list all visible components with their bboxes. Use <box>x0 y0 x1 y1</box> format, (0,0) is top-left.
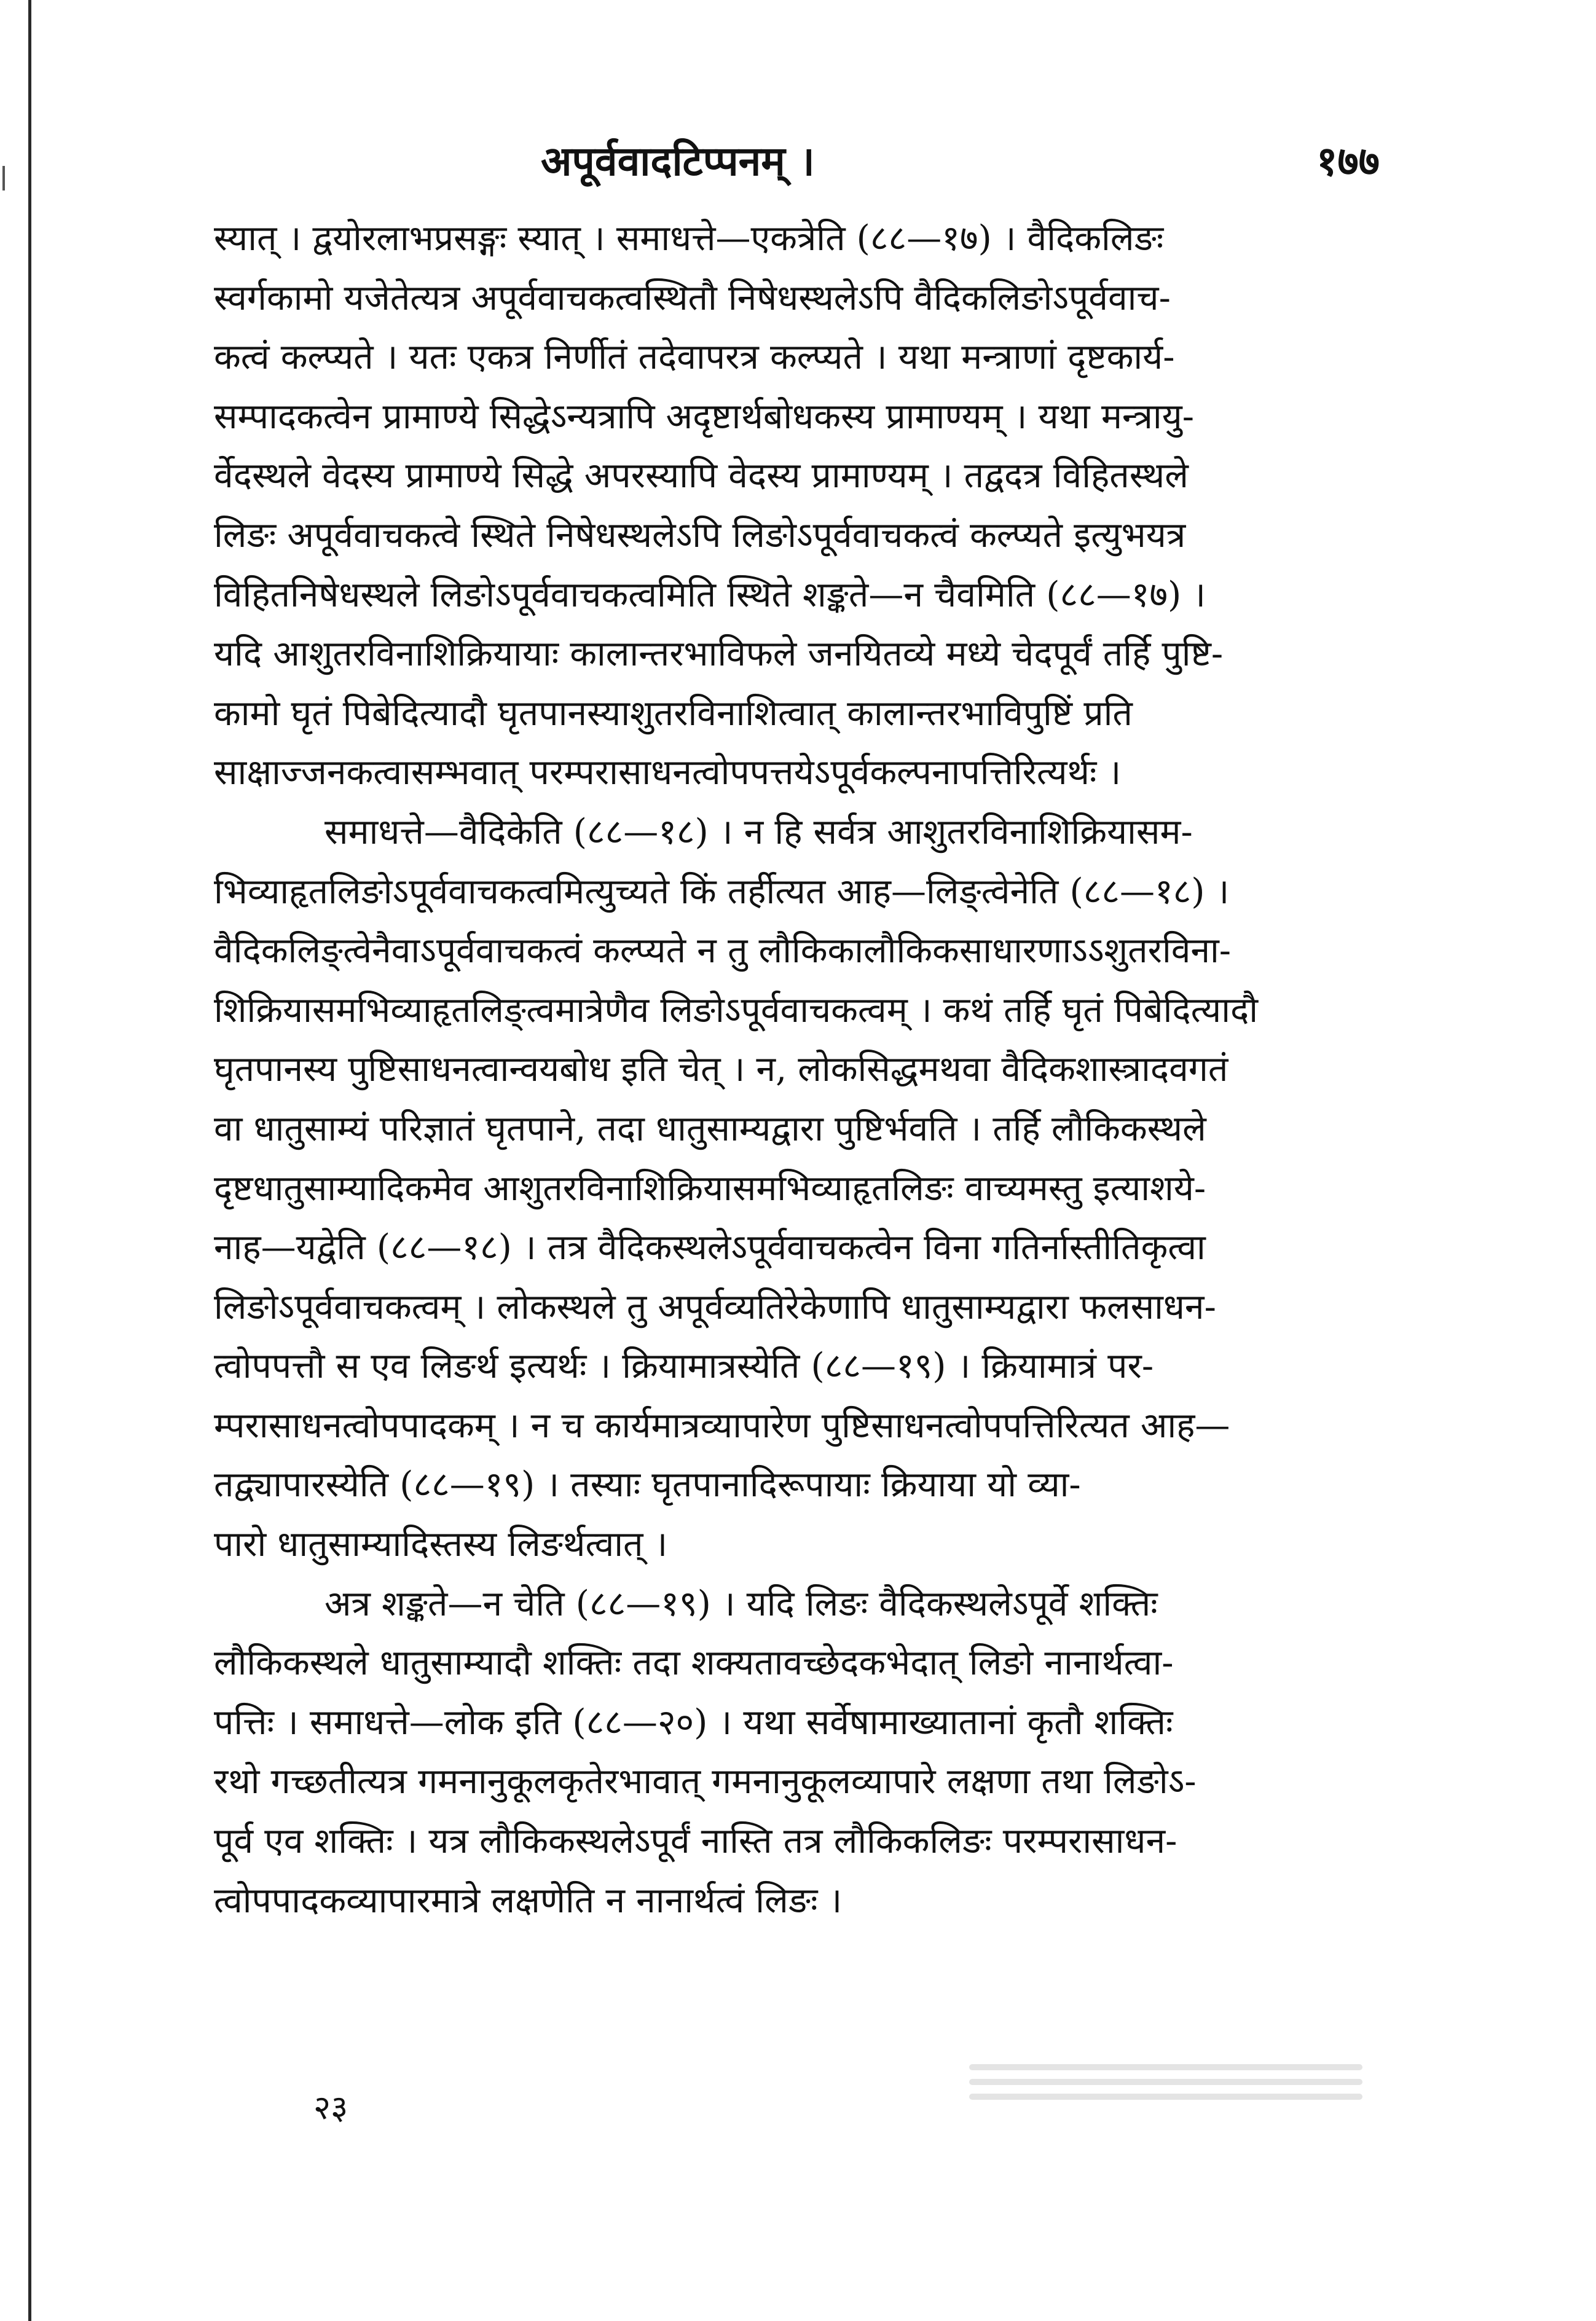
text-line: र्वेदस्थले वेदस्य प्रामाण्ये सिद्धे अपरस्यापि वेदस्य प्रामाण्यम् । तद्वदत्र विहितस्थले <box>214 455 1189 497</box>
text-line: सम्पादकत्वेन प्रामाण्ये सिद्धेऽन्यत्रापि अदृष्टार्थबोधकस्य प्रामाण्यम् । यथा मन्त्रायु- <box>214 396 1194 437</box>
text-line: त्वोपपत्तौ स एव लिङर्थ इत्यर्थः । क्रियामात्रस्येति (८८—१९) । क्रियामात्रं पर- <box>214 1346 1154 1387</box>
signature-mark: २३ <box>313 2088 348 2127</box>
text-line: दृष्टधातुसाम्यादिकमेव आशुतरविनाशिक्रियासमभिव्याहृतलिङः वाच्यमस्तु इत्याशये- <box>214 1168 1206 1209</box>
text-line: वा धातुसाम्यं परिज्ञातं घृतपाने, तदा धातुसाम्यद्वारा पुष्टिर्भवति । तर्हि लौकिकस्थले <box>214 1108 1206 1149</box>
text-line: रथो गच्छतीत्यत्र गमनानुकूलकृतेरभावात् गमनानुकूलव्यापारे लक्षणा तथा लिङोऽ- <box>214 1761 1197 1802</box>
paragraph-start-line: समाधत्ते—वैदिकेति (८८—१८) । न हि सर्वत्र आशुतरविनाशिक्रियासम- <box>324 811 1193 852</box>
text-line: यदि आशुतरविनाशिक्रियायाः कालान्तरभाविफले जनयितव्ये मध्ये चेदपूर्वं तर्हि पुष्टि- <box>214 634 1224 675</box>
text-line: नाह—यद्वेति (८८—१८) । तत्र वैदिकस्थलेऽपूर्ववाचकत्वेन विना गतिर्नास्तीतिकृत्वा <box>214 1227 1206 1268</box>
page-header <box>0 132 1596 187</box>
scan-edge-line <box>28 0 31 2321</box>
text-line: लौकिकस्थले धातुसाम्यादौ शक्तिः तदा शक्यतावच्छेदकभेदात् लिङो नानार्थत्वा- <box>214 1643 1174 1684</box>
text-line: म्परासाधनत्वोपपादकम् । न च कार्यमात्रव्यापारेण पुष्टिसाधनत्वोपपत्तिरित्यत आह— <box>214 1405 1230 1446</box>
text-line: विहितनिषेधस्थले लिङोऽपूर्ववाचकत्वमिति स्थिते शङ्कते—न चैवमिति (८८—१७) । <box>214 574 1206 615</box>
text-line: शिक्रियासमभिव्याहृतलिङ्त्वमात्रेणैव लिङोऽपूर्ववाचकत्वम् । कथं तर्हि घृतं पिबेदित्यादौ <box>214 989 1259 1031</box>
text-line: कत्वं कल्प्यते । यतः एकत्र निर्णीतं तदेवापरत्र कल्प्यते । यथा मन्त्राणां दृष्टकार्य- <box>214 337 1175 378</box>
text-line: लिङः अपूर्ववाचकत्वे स्थिते निषेधस्थलेऽपि लिङोऽपूर्ववाचकत्वं कल्प्यते इत्युभयत्र <box>214 514 1186 556</box>
page-number: १७७ <box>1316 137 1380 185</box>
text-line: पत्तिः । समाधत्ते—लोक इति (८८—२०) । यथा सर्वेषामाख्यातानां कृतौ शक्तिः <box>214 1702 1173 1743</box>
text-line: तद्व्यापारस्येति (८८—१९) । तस्याः घृतपानादिरूपायाः क्रियाया यो व्या- <box>214 1464 1081 1506</box>
running-head: अपूर्ववादटिप्पनम् । <box>541 137 815 185</box>
text-line: स्यात् । द्वयोरलाभप्रसङ्गः स्यात् । समाधत्ते—एकत्रेति (८८—१७) । वैदिकलिङः <box>214 218 1164 259</box>
text-line: साक्षाज्जनकत्वासम्भवात् परम्परासाधनत्वोपपत्तयेऽपूर्वकल्पनापत्तिरित्यर्थः । <box>214 752 1122 793</box>
text-line: घृतपानस्य पुष्टिसाधनत्वान्वयबोध इति चेत् । न, लोकसिद्धमथवा वैदिकशास्त्रादवगतं <box>214 1049 1228 1090</box>
text-line: पारो धातुसाम्यादिस्तस्य लिङर्थत्वात् । <box>214 1524 668 1565</box>
text-line: स्वर्गकामो यजेतेत्यत्र अपूर्ववाचकत्वस्थितौ निषेधस्थलेऽपि वैदिकलिङोऽपूर्ववाच- <box>214 277 1171 318</box>
text-line: त्वोपपादकव्यापारमात्रे लक्षणेति न नानार्थत्वं लिङः । <box>214 1880 843 1921</box>
paragraph-start-line: अत्र शङ्कते—न चेति (८८—१९) । यदि लिङः वैदिकस्थलेऽपूर्वे शक्तिः <box>324 1583 1158 1624</box>
text-line: वैदिकलिङ्त्वेनैवाऽपूर्ववाचकत्वं कल्प्यते न तु लौकिकालौकिकसाधारणाऽऽशुतरविना- <box>214 930 1232 972</box>
text-line: लिङोऽपूर्ववाचकत्वम् । लोकस्थले तु अपूर्वव्यतिरेकेणापि धातुसाम्यद्वारा फलसाधन- <box>214 1286 1216 1327</box>
bleed-through-smudge <box>969 2056 1362 2135</box>
text-line: कामो घृतं पिबेदित्यादौ घृतपानस्याशुतरविनाशित्वात् कालान्तरभाविपुष्टिं प्रति <box>214 693 1133 734</box>
text-line: पूर्व एव शक्तिः । यत्र लौकिकस्थलेऽपूर्वं नास्ति तत्र लौकिकलिङः परम्परासाधन- <box>214 1821 1177 1862</box>
text-line: भिव्याहृतलिङोऽपूर्ववाचकत्वमित्युच्यते किं तर्हीत्यत आह—लिङ्त्वेनेति (८८—१८) । <box>214 871 1230 912</box>
body-text <box>214 209 1382 1930</box>
